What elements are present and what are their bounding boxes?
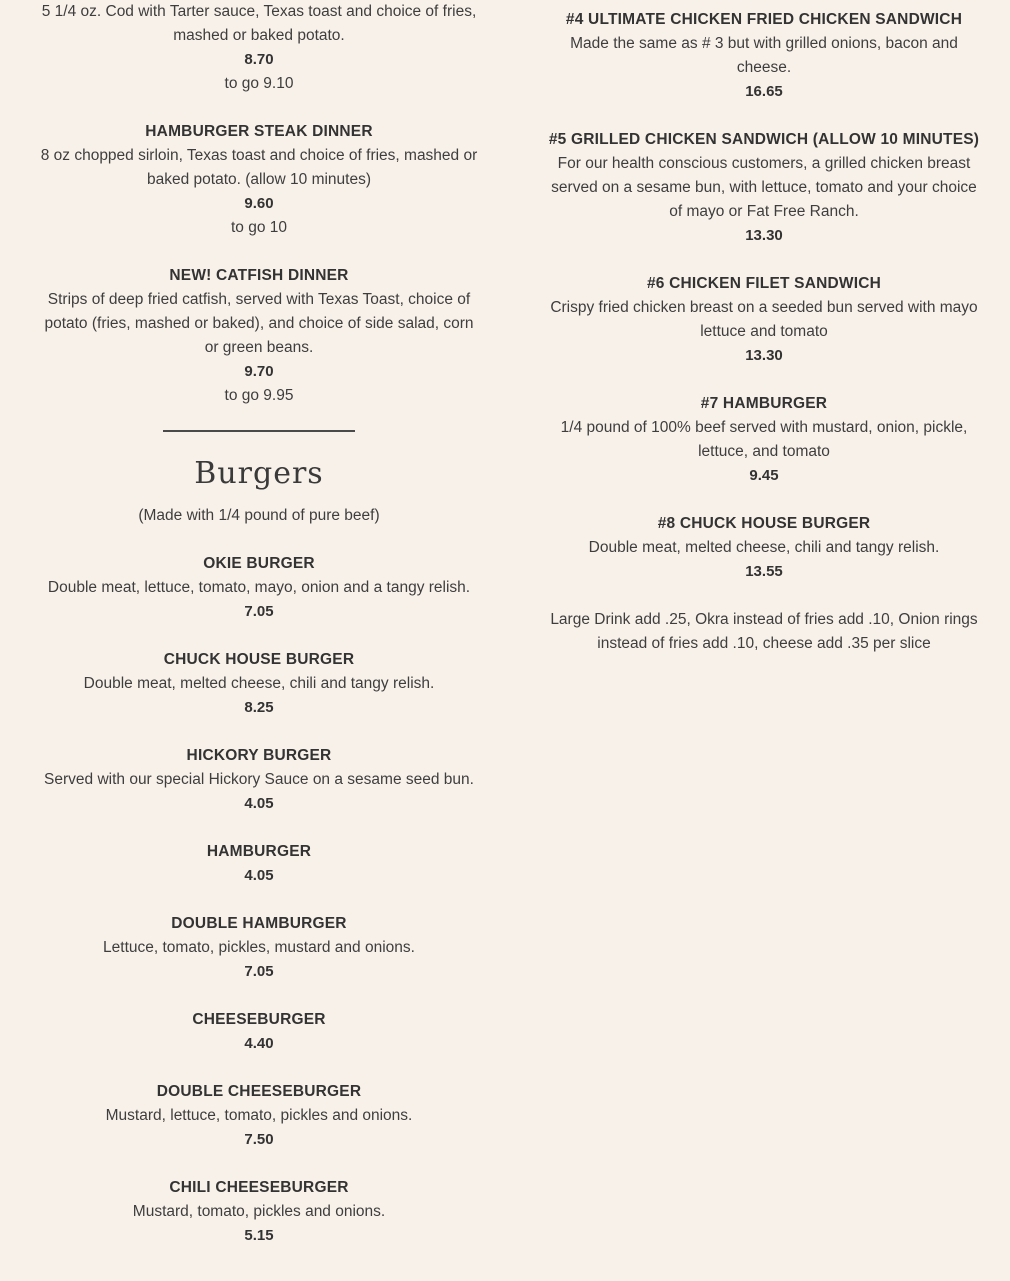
menu-item-chili-cheeseburger (28, 1176, 490, 1248)
menu-item-hamburger-steak-dinner (28, 120, 490, 240)
item-togo-price: to go 9.95 (224, 387, 294, 404)
item-description: Strips of deep fried catfish, served with Texas Toast, choice of potato (fries, mashed or baked), and choice of side salad, corn or green beans. (44, 291, 474, 356)
menu-item-hickory-burger (28, 744, 490, 816)
item-description: Double meat, lettuce, tomato, mayo, onion and a tangy relish. (47, 579, 471, 596)
section-divider (163, 430, 355, 432)
item-price: 4.05 (244, 795, 274, 812)
item-description: Mustard, lettuce, tomato, pickles and onions. (105, 1107, 413, 1124)
item-description: For our health conscious customers, a grilled chicken breast served on a sesame bun, with lettuce, tomato and your choice of mayo or Fat Free Ranch. (551, 155, 977, 220)
left-menu-column (28, 0, 490, 1272)
section-note: (Made with 1/4 pound of pure beef) (138, 507, 380, 524)
item-togo-price: to go 9.10 (224, 75, 294, 92)
item-title: DOUBLE CHEESEBURGER (156, 1083, 362, 1100)
item-price: 13.30 (745, 347, 783, 364)
item-price: 9.45 (749, 467, 779, 484)
item-title: #7 HAMBURGER (700, 395, 828, 412)
item-description: Crispy fried chicken breast on a seeded bun served with mayo lettuce and tomato (550, 299, 978, 340)
item-price: 9.70 (244, 363, 274, 380)
item-title: CHILI CHEESEBURGER (169, 1179, 349, 1196)
item-title: #8 CHUCK HOUSE BURGER (657, 515, 871, 532)
item-description: Double meat, melted cheese, chili and tangy relish. (83, 675, 435, 692)
item-title: NEW! CATFISH DINNER (169, 267, 349, 284)
item-title: CHUCK HOUSE BURGER (163, 651, 355, 668)
menu-item-5-grilled-chicken (533, 128, 995, 248)
item-description: Lettuce, tomato, pickles, mustard and onions. (103, 939, 415, 956)
add-ons-note: Large Drink add .25, Okra instead of fries add .10, Onion rings instead of fries add .10, cheese add .35 per slice (550, 611, 978, 652)
item-description: 1/4 pound of 100% beef served with mustard, onion, pickle, lettuce, and tomato (560, 419, 968, 460)
section-title-burgers: Burgers (194, 456, 324, 491)
item-description: 5 1/4 oz. Cod with Tarter sauce, Texas toast and choice of fries, mashed or baked potato. (41, 3, 477, 44)
item-price: 4.05 (244, 867, 274, 884)
item-price: 7.05 (244, 963, 274, 980)
item-title: DOUBLE HAMBURGER (171, 915, 347, 932)
item-price: 7.50 (244, 1131, 274, 1148)
item-price: 7.05 (244, 603, 274, 620)
item-price: 13.55 (745, 563, 783, 580)
item-price: 8.70 (244, 51, 274, 68)
item-price: 9.60 (244, 195, 274, 212)
item-title: HAMBURGER STEAK DINNER (145, 123, 373, 140)
item-title: CHEESEBURGER (192, 1011, 326, 1028)
menu-item-chuck-house-burger (28, 648, 490, 720)
item-price: 8.25 (244, 699, 274, 716)
item-title: #6 CHICKEN FILET SANDWICH (646, 275, 882, 292)
right-menu-column (533, 8, 995, 656)
menu-item-hamburger (28, 840, 490, 888)
item-description: Made the same as # 3 but with grilled onions, bacon and cheese. (570, 35, 958, 76)
item-description: 8 oz chopped sirloin, Texas toast and choice of fries, mashed or baked potato. (allow 10 minutes) (40, 147, 478, 188)
menu-item-fish-platter (28, 0, 490, 96)
menu-item-cheeseburger (28, 1008, 490, 1056)
menu-item-double-cheeseburger (28, 1080, 490, 1152)
item-title: OKIE BURGER (203, 555, 315, 572)
menu-item-okie-burger (28, 552, 490, 624)
menu-item-7-hamburger (533, 392, 995, 488)
item-togo-price: to go 10 (230, 219, 288, 236)
item-title: #5 GRILLED CHICKEN SANDWICH (ALLOW 10 MINUTES) (548, 131, 980, 148)
menu-item-double-hamburger (28, 912, 490, 984)
item-price: 13.30 (745, 227, 783, 244)
menu-item-8-chuck-house-burger (533, 512, 995, 584)
item-title: #4 ULTIMATE CHICKEN FRIED CHICKEN SANDWICH (565, 11, 963, 28)
item-price: 4.40 (244, 1035, 274, 1052)
menu-item-catfish-dinner (28, 264, 490, 408)
menu-item-6-chicken-filet (533, 272, 995, 368)
item-description: Mustard, tomato, pickles and onions. (132, 1203, 386, 1220)
item-price: 16.65 (745, 83, 783, 100)
item-title: HICKORY BURGER (186, 747, 332, 764)
menu-item-4-ultimate-chicken (533, 8, 995, 104)
item-description: Served with our special Hickory Sauce on a sesame seed bun. (44, 771, 474, 788)
item-price: 5.15 (244, 1227, 274, 1244)
item-title: HAMBURGER (206, 843, 312, 860)
item-description: Double meat, melted cheese, chili and tangy relish. (588, 539, 940, 556)
